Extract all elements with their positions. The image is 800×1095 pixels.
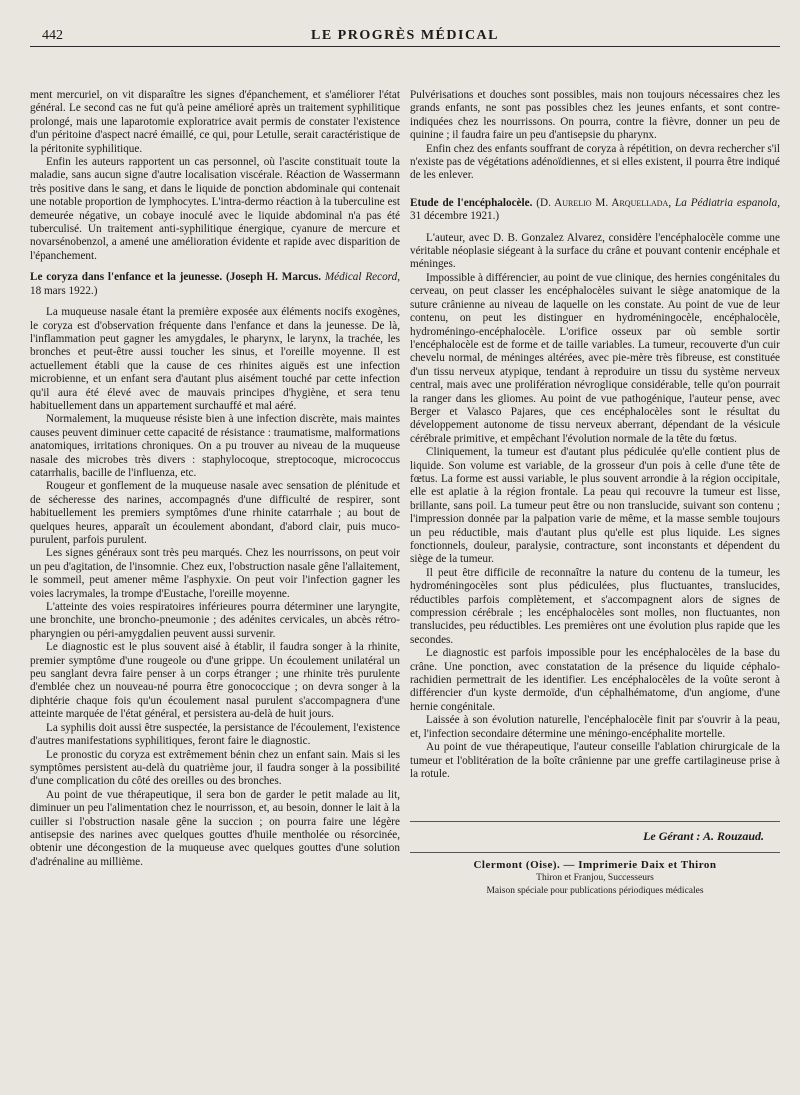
article-date: 31 décembre 1921.) — [410, 210, 500, 223]
article-paragraph: La muqueuse nasale étant la première exposée aux éléments nocifs exogènes, le coryza est d'observation fréquente dans l'enfance et dans la jeunesse. De là, l'inflammation peut gagner les amygdales, le pharynx, le larynx, la trachée, les bronches et peut-être aussi toucher les sinus, et l'oreille moyenne. Il est actuellement établi que la cause de ces rhinites aiguës est une infection microbienne, et un enfant sera d'autant plus aisément touché par cette infection qu'il aura été élevé avec de mauvais principes d'hygiène, et sera tenu habituellement dans un appartement surchauffé et mal aéré. — [30, 306, 400, 412]
printer-name: Clermont (Oise). — Imprimerie Daix et Thiron — [473, 858, 717, 871]
article-title: Etude de l'encéphalocèle. — [410, 196, 533, 209]
continued-paragraph: ment mercuriel, on vit disparaître les signes d'épanchement, et s'améliorer l'état général. Le second cas ne fut qu'à peine amélioré après un traitement syphilitique prolongé, mais une laparotomie exploratrice avait permis de constater l'existence d'un péritoine d'aspect nacré émaillé, ce qui, pour Letulle, serait caractéristique de la péritonite syphilitique. — [30, 89, 400, 155]
printer-specialty: Maison spéciale pour publications périodiques médicales — [486, 885, 704, 896]
article-title: Le coryza dans l'enfance et la jeunesse. — [30, 271, 223, 284]
page-number: 442 — [42, 28, 63, 43]
article-paragraph: Le pronostic du coryza est extrêmement bénin chez un enfant sain. Mais si les symptômes persistent au-delà du quatrième jour, il faudra songer à la possibilité d'une complication du côté des oreilles ou des bronches. — [30, 748, 400, 788]
article-paragraph: Laissée à son évolution naturelle, l'encéphalocèle finit par s'ouvrir à la peau, et, l'infection secondaire détermine une méningo-encéphalite mortelle. — [410, 714, 780, 740]
journal-title: LE PROGRÈS MÉDICAL — [310, 28, 500, 43]
left-column — [30, 89, 400, 898]
continued-paragraph: Enfin les auteurs rapportent un cas personnel, où l'ascite constituait toute la maladie, sans aucun signe d'autre localisation viscérale. Réaction de Wassermann très positive dans le sang, et dans le liquide de ponction abdominale qui contenait une notable proportion de lymphocytes. L'intra-dermo réaction à la tuberculine est demeurée négative, un cobaye inoculé avec le liquide abdominal n'a pas été tuberculisé. Un traitement anti-syphilitique énergique, cyanure de mercure et novarsénobenzol, a amené une amélioration évidente et rapide avec disparition de l'épanchement. — [30, 156, 400, 262]
article-heading — [30, 271, 400, 298]
article-heading — [410, 197, 780, 224]
article-author: (D. Aurelio M. Arquellada, — [536, 196, 672, 209]
article-paragraph: Cliniquement, la tumeur est d'autant plus pédiculée qu'elle contient plus de liquide. Son volume est variable, de la grosseur d'un pois à celle d'une tête de fœtus. La forme est aussi variable, le plus souvent arrondie à la région occipitale, elle est aplatie à la région frontale. La peau qui recouvre la tumeur est lisse, brillante, sans poil. La tumeur peut être ou non translucide, suivant son contenu ; l'impression donnée par la palpation varie de même, et la masse semble toujours un peu réductible, mais d'autant plus qu'elle est plus liquide. Les signes fonctionnels, douleur, paralysie, contracture, sont inconstants et dépendent du siège de la tumeur. — [410, 446, 780, 566]
page-header — [30, 24, 780, 47]
article-source: La Pédiatria espanola, — [675, 196, 781, 209]
article-author: (Joseph H. Marcus. — [226, 271, 322, 284]
colophon — [410, 821, 780, 897]
colophon-rule — [410, 852, 780, 853]
article-source: Médical Record, — [324, 271, 401, 284]
article-paragraph: Rougeur et gonflement de la muqueuse nasale avec sensation de plénitude et de sécheresse des narines, accompagnés d'une difficulté de respirer, sont habituellement les premiers symptômes d'une rhinite catarrhale ; au bout de quelques heures, apparaît un écoulement abondant, d'abord clair, puis muco-purulent, parfois purulent. — [30, 480, 400, 546]
article-paragraph: Le diagnostic est le plus souvent aisé à établir, il faudra songer à la rhinite, premier symptôme d'une rougeole ou d'une grippe. Un écoulement unilatéral un peu sanglant devra faire penser à un corps étranger ; une rhinite très purulente d'emblée chez un nouveau-né pourra être gonococcique ; on devra songer à la diphtérie chaque fois qu'un écoulement nasal purulent s'accompagnera d'une atteinte marquée de l'état général, et persistera au-delà de huit jours. — [30, 641, 400, 721]
article-paragraph: Il peut être difficile de reconnaître la nature du contenu de la tumeur, les hydroméningocèles sont plus pédiculées, plus fluctuantes, translucides, réductibles parfois complètement, et s'accompagnent alors de signes de compression cérébrale ; les encéphalocèles sont molles, non fluctuantes, non translucides, peu réductibles. Les premières ont une évolution plus rapide que les secondes. — [410, 566, 780, 646]
right-column — [410, 89, 780, 898]
printer-imprint — [410, 859, 780, 898]
article-paragraph: Impossible à différencier, au point de vue clinique, des hernies congénitales du cerveau, on peut classer les encéphalocèles suivant le siège anatomique de la suture crânienne au niveau de laquelle on les constate. Au point de vue de leur contenu, on peut les distinguer en hydroméningocèle, encéphalocèle, hydroméningo-encéphalocèle. L'orifice osseux par où semble sortir l'encéphalocèle est de forme et de taille variables. La tumeur, recouverte d'un cuir chevelu normal, de méninges altérées, avec pie-mère très fibreuse, est constituée d'un tissu nerveux atypique, tendant à reproduire un tissu du système nerveux central, mais avec une prolifération névroglique considérable, telle qu'on pourrait la ranger dans les gliomes. Au point de vue pathogénique, l'auteur pense, avec Berger et Valasco Pajares, que ces encéphalocèles sont le résultat du développement autonome de tissu nerveux aberrant, dépendant de la vésicule cérébrale primitive, et empêchant l'évolution normale de la tête du fœtus. — [410, 271, 780, 445]
article-paragraph: Le diagnostic est parfois impossible pour les encéphalocèles de la base du crâne. Une ponction, avec constatation de la présence du liquide céphalo-rachidien permettrait de les identifier. Les encéphalocèles de la voûte seront à différencier d'un kyste dermoïde, d'un céphalhématome, d'un angiome, d'une hernie congénitale. — [410, 647, 780, 713]
article-paragraph: Au point de vue thérapeutique, l'auteur conseille l'ablation chirurgicale de la tumeur et l'oblitération de la boîte crânienne par une greffe cartilagineuse prise à la rotule. — [410, 741, 780, 780]
gerant-line: Le Gérant : A. Rouzaud. — [643, 829, 764, 844]
text-columns — [30, 89, 780, 898]
article-paragraph: L'auteur, avec D. B. Gonzalez Alvarez, considère l'encéphalocèle comme une véritable néoplasie siégeant à la surface du crâne et pouvant contenir encéphale et méninges. — [410, 231, 780, 271]
continued-paragraph: Pulvérisations et douches sont possibles, mais non toujours nécessaires chez les grands enfants, ne sont pas possibles chez les jeunes enfants, et sont contre-indiquées chez les nourrissons. On pourra, contre la fièvre, donner un peu de quinine ; il faudra faire un peu d'antisepsie du pharynx. — [410, 89, 780, 142]
article-paragraph: Les signes généraux sont très peu marqués. Chez les nourrissons, on peut voir un peu d'agitation, de l'insomnie. Chez eux, l'obstruction nasale gêne l'allaitement, le sommeil, peut amener même l'asphyxie. On peut voir l'infection gagner les voies lacrymales, la trompe d'Eustache, l'oreille moyenne. — [30, 547, 400, 600]
article-paragraph: Au point de vue thérapeutique, il sera bon de garder le petit malade au lit, diminuer un peu l'alimentation chez le nourrisson, et, au besoin, donner le lait à la cuiller si l'obstruction nasale gêne la succion ; on pourra faire une légère antisepsie des narines avec quelques gouttes d'huile mentholée ou résorcinée, obtenir une décongestion de la muqueuse avec quelques gouttes d'une solution d'adrénaline au millième. — [30, 788, 400, 868]
article-paragraph: L'atteinte des voies respiratoires inférieures pourra déterminer une laryngite, une bronchite, une broncho-pneumonie ; des adénites cervicales, un abcès rétro-pharyngien ou péri-amygdalien peuvent aussi survenir. — [30, 601, 400, 640]
continued-paragraph: Enfin chez des enfants souffrant de coryza à répétition, on devra rechercher s'il n'existe pas de végétations adénoïdiennes, et si elles existent, il pourra être indiqué de les enlever. — [410, 142, 780, 182]
colophon-rule — [410, 821, 780, 822]
article-date: 18 mars 1922.) — [30, 284, 98, 297]
article-paragraph: La syphilis doit aussi être suspectée, la persistance de l'écoulement, l'existence d'autres manifestations syphilitiques, feront faire le diagnostic. — [30, 721, 400, 748]
printer-successors: Thiron et Franjou, Successeurs — [536, 872, 654, 883]
article-paragraph: Normalement, la muqueuse résiste bien à une infection discrète, mais maintes causes peuvent diminuer cette capacité de résistance : traumatisme, malformations anatomiques, irritations chroniques. On a pu trouver au niveau de la muqueuse nasale des microbes très divers : staphylocoque, streptocoque, micrococcus catarrhalis, bacille de l'influenza, etc. — [30, 413, 400, 479]
